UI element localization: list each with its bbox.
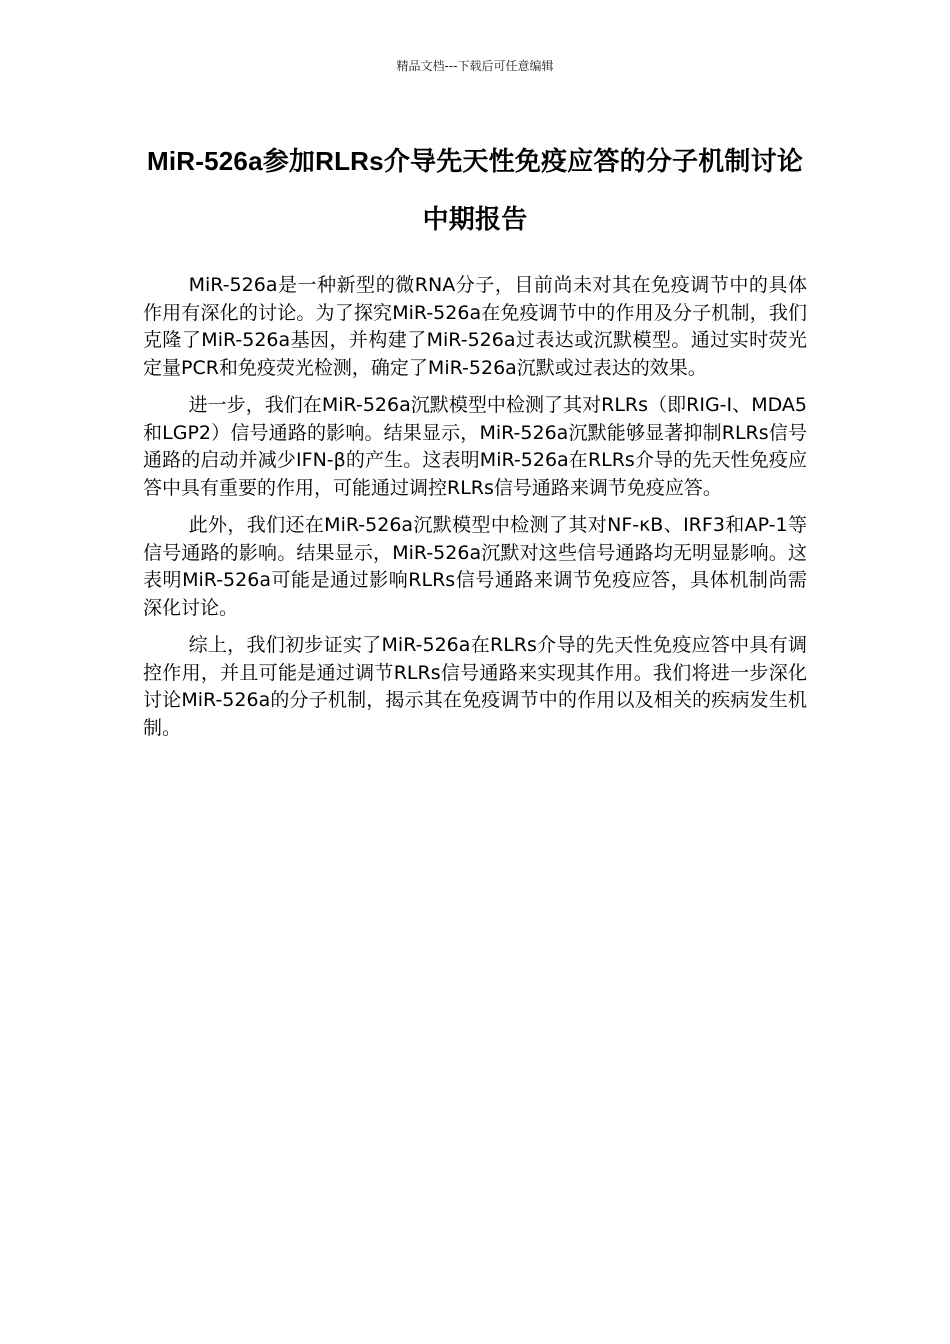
paragraph-4: 综上，我们初步证实了MiR-526a在RLRs介导的先天性免疫应答中具有调控作用，并且可能是通过调节RLRs信号通路来实现其作用。我们将进一步深化讨论MiR-526a的分子机制，揭示其在免疫调节中的作用以及相关的疾病发生机制。	[143, 634, 807, 739]
document-title: MiR-526a参加RLRs介导先天性免疫应答的分子机制讨论中期报告	[146, 146, 804, 234]
document-body	[143, 272, 807, 752]
paragraph-3: 此外，我们还在MiR-526a沉默模型中检测了其对NF-κB、IRF3和AP-1等信号通路的影响。结果显示，MiR-526a沉默对这些信号通路均无明显影响。这表明MiR-526a可能是通过影响RLRs信号通路来调节免疫应答，具体机制尚需深化讨论。	[143, 514, 807, 619]
paragraph-1: MiR-526a是一种新型的微RNA分子，目前尚未对其在免疫调节中的具体作用有深化的讨论。为了探究MiR-526a在免疫调节中的作用及分子机制，我们克隆了MiR-526a基因，并构建了MiR-526a过表达或沉默模型。通过实时荧光定量PCR和免疫荧光检测，确定了MiR-526a沉默或过表达的效果。	[143, 274, 807, 379]
paragraph-2: 进一步，我们在MiR-526a沉默模型中检测了其对RLRs（即RIG-I、MDA5和LGP2）信号通路的影响。结果显示，MiR-526a沉默能够显著抑制RLRs信号通路的启动并减少IFN-β的产生。这表明MiR-526a在RLRs介导的先天性免疫应答中具有重要的作用，可能通过调控RLRs信号通路来调节免疫应答。	[143, 394, 807, 499]
page-header-note: 精品文档---下载后可任意编辑	[396, 59, 554, 73]
